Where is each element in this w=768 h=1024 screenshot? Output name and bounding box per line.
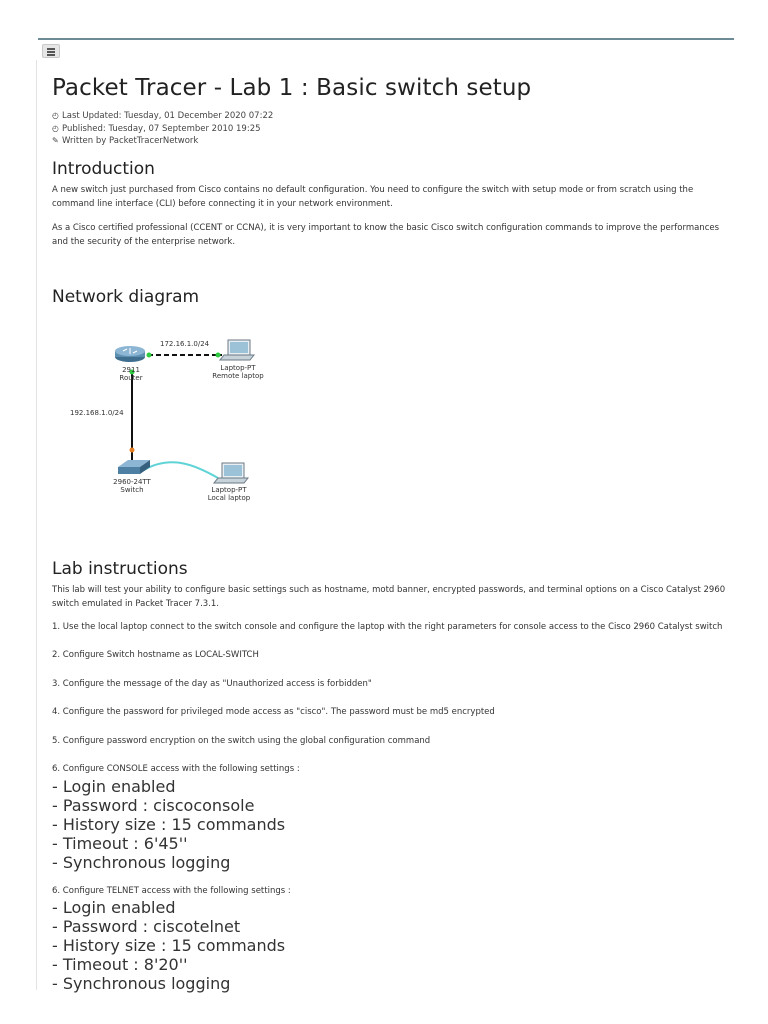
console-cable [144, 462, 218, 478]
lab-step: 2. Configure Switch hostname as LOCAL-SWITCH [52, 650, 259, 660]
local-laptop-label: Local laptop [207, 493, 251, 502]
link-up-indicator [216, 352, 221, 357]
local-laptop-model-label: Laptop-PT [211, 485, 247, 494]
author: ✎ Written by PacketTracerNetwork [52, 136, 199, 146]
list-item: - History size : 15 commands [52, 814, 286, 834]
clock-icon: ◴ [52, 111, 59, 120]
console-settings-list [52, 777, 732, 872]
link-down-indicator [130, 447, 135, 452]
switch-label: Switch [120, 485, 144, 494]
laptop-icon [214, 463, 248, 483]
pencil-icon: ✎ [52, 136, 59, 145]
list-item: - Synchronous logging [52, 852, 231, 872]
link-up-indicator [147, 352, 152, 357]
lab-step: 3. Configure the message of the day as "Unauthorized access is forbidden" [52, 678, 372, 689]
telnet-settings-list [52, 898, 732, 993]
network-diagram-heading: Network diagram [52, 286, 200, 307]
wan-subnet-label: 172.16.1.0/24 [160, 339, 210, 348]
list-item: - Password : ciscotelnet [52, 917, 241, 936]
router-label: Router [119, 373, 143, 382]
article-meta [52, 110, 732, 148]
lab-instructions-section [52, 558, 732, 994]
page-title: Packet Tracer - Lab 1 : Basic switch setup [52, 75, 532, 101]
list-item: - Login enabled [52, 898, 176, 917]
network-diagram-section [52, 286, 732, 518]
lab-step: 4. Configure the password for privileged mode access as "cisco". The password must be md5 encrypted [52, 707, 495, 717]
switch-icon [118, 460, 150, 474]
router-model-label: 2911 [122, 365, 140, 374]
lab-instructions-heading: Lab instructions [52, 558, 188, 579]
list-item: - Timeout : 8'20'' [52, 955, 188, 974]
lan-subnet-label: 192.168.1.0/24 [70, 408, 124, 417]
telnet-settings-step: 6. Configure TELNET access with the following settings : - Login enabled - Password : ciscotelnet - History size : 15 commands - Timeout : 8'20'' - Synchronous logging [52, 884, 732, 994]
switch-model-label: 2960-24TT [113, 477, 151, 486]
list-item: - Password : ciscoconsole [52, 795, 255, 815]
remote-laptop-model-label: Laptop-PT [220, 363, 256, 372]
router-icon [115, 346, 145, 362]
list-item: - History size : 15 commands [52, 936, 286, 955]
network-diagram-graphic [52, 318, 312, 518]
introduction-paragraph: A new switch just purchased from Cisco contains no default configuration. You need to configure the switch with setup mode or from scratch using the command line interface (CLI) before connecting it in your network environment. [52, 184, 694, 209]
published-date: ◴ Published: Tuesday, 07 September 2010 19:25 [52, 123, 261, 134]
laptop-icon [220, 340, 254, 360]
list-item: - Synchronous logging [52, 974, 231, 993]
introduction-paragraph: As a Cisco certified professional (CCENT or CCNA), it is very important to know the basic Cisco switch configuration commands to improve the performances and the security of the enterprise network. [52, 222, 720, 247]
console-settings-step: 6. Configure CONSOLE access with the following settings : - Login enabled - Password : ciscoconsole - History size : 15 commands - Timeout : 6'45'' - Synchronous logging [52, 762, 732, 872]
clock-icon: ◴ [52, 123, 59, 133]
article [52, 72, 732, 1005]
last-updated: ◴ Last Updated: Tuesday, 01 December 2020 07:22 [52, 111, 274, 121]
list-item: - Login enabled [52, 776, 176, 796]
network-diagram [52, 318, 312, 518]
lab-steps [52, 620, 732, 994]
lab-step: 1. Use the local laptop connect to the switch console and configure the laptop with the right parameters for console access to the Cisco 2960 Catalyst switch [52, 621, 723, 632]
left-divider [36, 60, 37, 990]
lab-step: 5. Configure password encryption on the switch using the global configuration command [52, 735, 431, 746]
introduction-section [52, 158, 732, 250]
list-item: - Timeout : 6'45'' [52, 833, 188, 853]
menu-icon[interactable] [42, 44, 60, 58]
remote-laptop-label: Remote laptop [212, 371, 264, 380]
lab-intro: This lab will test your ability to configure basic settings such as hostname, motd banner, encrypted passwords, and terminal options on a Cisco Catalyst 2960 switch emulated in Packet Tracer 7.3.1. [52, 584, 726, 609]
top-toolbar [38, 38, 734, 58]
introduction-heading: Introduction [52, 158, 155, 179]
